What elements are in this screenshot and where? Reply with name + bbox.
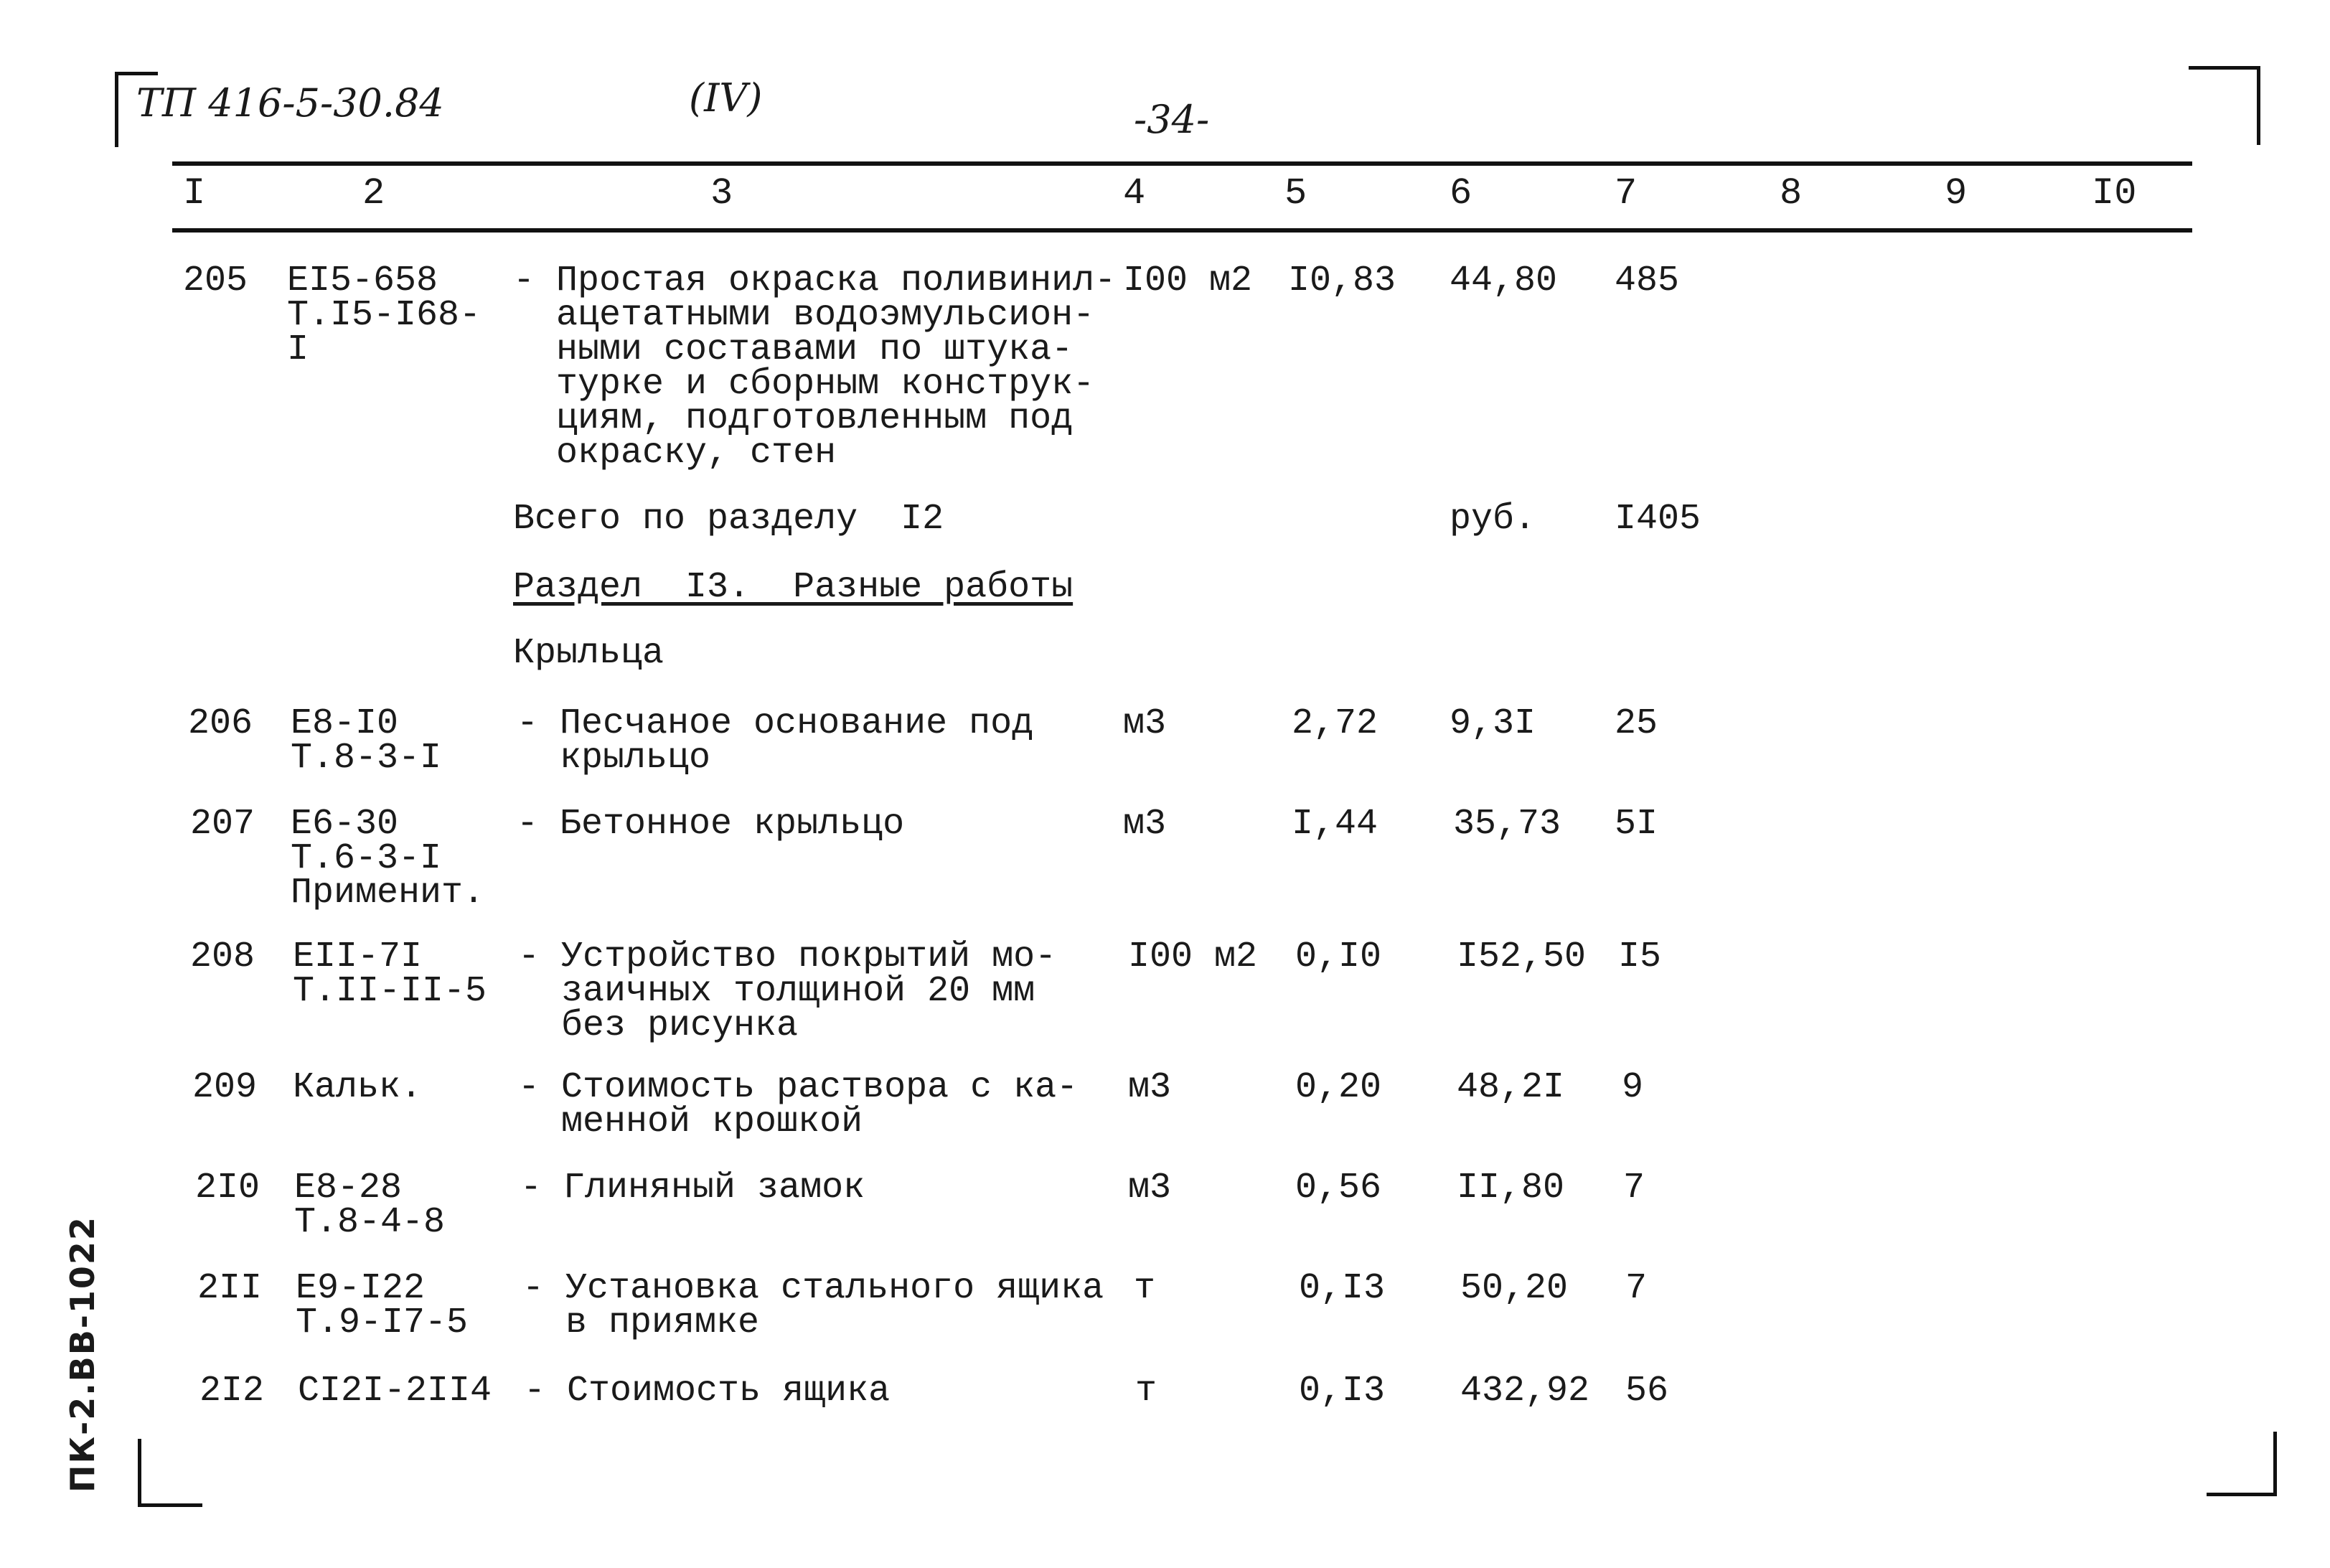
quantity: 2,72 <box>1292 703 1378 744</box>
frame-corner-right-vertical <box>2257 66 2260 145</box>
unit: I00 м2 <box>1128 936 1258 977</box>
rate-code: CI2I-2II4 <box>298 1371 492 1412</box>
frame-corner-bottom-right-vertical <box>2273 1432 2277 1496</box>
work-description: - Установка стального ящика в приямке <box>522 1268 1104 1343</box>
frame-corner-bottom-left-horizontal <box>138 1503 202 1507</box>
unit-price: 9,3I <box>1450 703 1536 744</box>
unit: т <box>1134 1268 1156 1309</box>
rate-code: E6-30 Т.6-3-I Применит. <box>291 804 485 914</box>
work-description: - Глиняный замок <box>520 1168 865 1208</box>
col-header-7: 7 <box>1615 172 1638 215</box>
section-total-unit: руб. <box>1450 499 1536 540</box>
total-cost: 5I <box>1615 804 1658 845</box>
col-header-1: I <box>183 172 206 215</box>
rate-code: EI5-658 Т.I5-I68- I <box>287 260 481 370</box>
work-description: - Песчаное основание под крыльцо <box>517 703 1034 779</box>
row-number: 209 <box>192 1067 258 1108</box>
unit-price: 44,80 <box>1450 260 1558 301</box>
row-number: 2II <box>197 1268 263 1309</box>
quantity: 0,I0 <box>1295 936 1382 977</box>
col-header-2: 2 <box>362 172 385 215</box>
unit: м3 <box>1123 804 1167 845</box>
header-rule-top <box>172 161 2192 166</box>
frame-corner-left-vertical <box>115 72 118 147</box>
unit-price: 35,73 <box>1453 804 1561 845</box>
total-cost: 485 <box>1615 260 1680 301</box>
total-cost: I5 <box>1618 936 1662 977</box>
subsection-title: Крыльца <box>513 633 664 674</box>
unit: м3 <box>1123 703 1167 744</box>
quantity: 0,I3 <box>1299 1371 1386 1412</box>
unit: м3 <box>1128 1168 1172 1208</box>
unit-price: II,80 <box>1457 1168 1565 1208</box>
work-description: - Стоимость раствора с ка- менной крошкой <box>518 1067 1079 1142</box>
rate-code: E9-I22 Т.9-I7-5 <box>296 1268 469 1343</box>
work-description: - Стоимость ящика <box>524 1371 891 1412</box>
rate-code: Кальк. <box>293 1067 423 1108</box>
col-header-8: 8 <box>1780 172 1803 215</box>
part-mark: (IV) <box>689 75 763 121</box>
col-header-10: I0 <box>2092 172 2137 215</box>
unit-price: 432,92 <box>1460 1371 1590 1412</box>
row-number: 208 <box>190 936 255 977</box>
section-total-label: Всего по разделу I2 <box>513 499 944 540</box>
rate-code: E8-I0 Т.8-3-I <box>291 703 442 779</box>
quantity: 0,56 <box>1295 1168 1382 1208</box>
frame-corner-right-horizontal <box>2189 66 2260 70</box>
unit: I00 м2 <box>1123 260 1253 301</box>
row-number: 2I2 <box>199 1371 265 1412</box>
unit: т <box>1135 1371 1157 1412</box>
work-description: - Простая окраска поливинил- ацетатными водоэмульсион- ными составами по штука- турке и сборным конструк- циям, подготовленным под окраску, стен <box>513 260 1117 474</box>
unit-price: 48,2I <box>1457 1067 1565 1108</box>
quantity: I0,83 <box>1288 260 1396 301</box>
section-title: Раздел I3. Разные работы <box>513 567 1074 608</box>
work-description: - Устройство покрытий мо- заичных толщиной 20 мм без рисунка <box>518 936 1057 1046</box>
total-cost: 25 <box>1615 703 1658 744</box>
row-number: 2I0 <box>195 1168 260 1208</box>
unit-price: I52,50 <box>1457 936 1587 977</box>
total-cost: 56 <box>1625 1371 1669 1412</box>
document-code: ТП 416-5-30.84 <box>136 80 444 126</box>
col-header-4: 4 <box>1123 172 1146 215</box>
total-cost: 7 <box>1623 1168 1645 1208</box>
col-header-5: 5 <box>1284 172 1307 215</box>
quantity: 0,20 <box>1295 1067 1382 1108</box>
row-number: 206 <box>188 703 253 744</box>
side-stamp: ПК-2.ВВ-1022 <box>63 1216 102 1493</box>
total-cost: 9 <box>1622 1067 1644 1108</box>
unit: м3 <box>1128 1067 1172 1108</box>
frame-corner-left-horizontal <box>115 72 158 75</box>
frame-corner-bottom-right-horizontal <box>2207 1493 2277 1496</box>
col-header-3: 3 <box>710 172 733 215</box>
total-cost: 7 <box>1625 1268 1648 1309</box>
col-header-9: 9 <box>1945 172 1968 215</box>
section-total-value: I405 <box>1615 499 1701 540</box>
unit-price: 50,20 <box>1460 1268 1569 1309</box>
quantity: 0,I3 <box>1299 1268 1386 1309</box>
header-rule-bottom <box>172 228 2192 233</box>
row-number: 205 <box>183 260 248 301</box>
frame-corner-bottom-left-vertical <box>138 1439 141 1507</box>
rate-code: EII-7I Т.II-II-5 <box>293 936 487 1012</box>
work-description: - Бетонное крыльцо <box>517 804 905 845</box>
col-header-6: 6 <box>1450 172 1472 215</box>
row-number: 207 <box>190 804 255 845</box>
page-number: -34- <box>1134 97 1210 142</box>
rate-code: E8-28 Т.8-4-8 <box>294 1168 446 1243</box>
quantity: I,44 <box>1292 804 1378 845</box>
